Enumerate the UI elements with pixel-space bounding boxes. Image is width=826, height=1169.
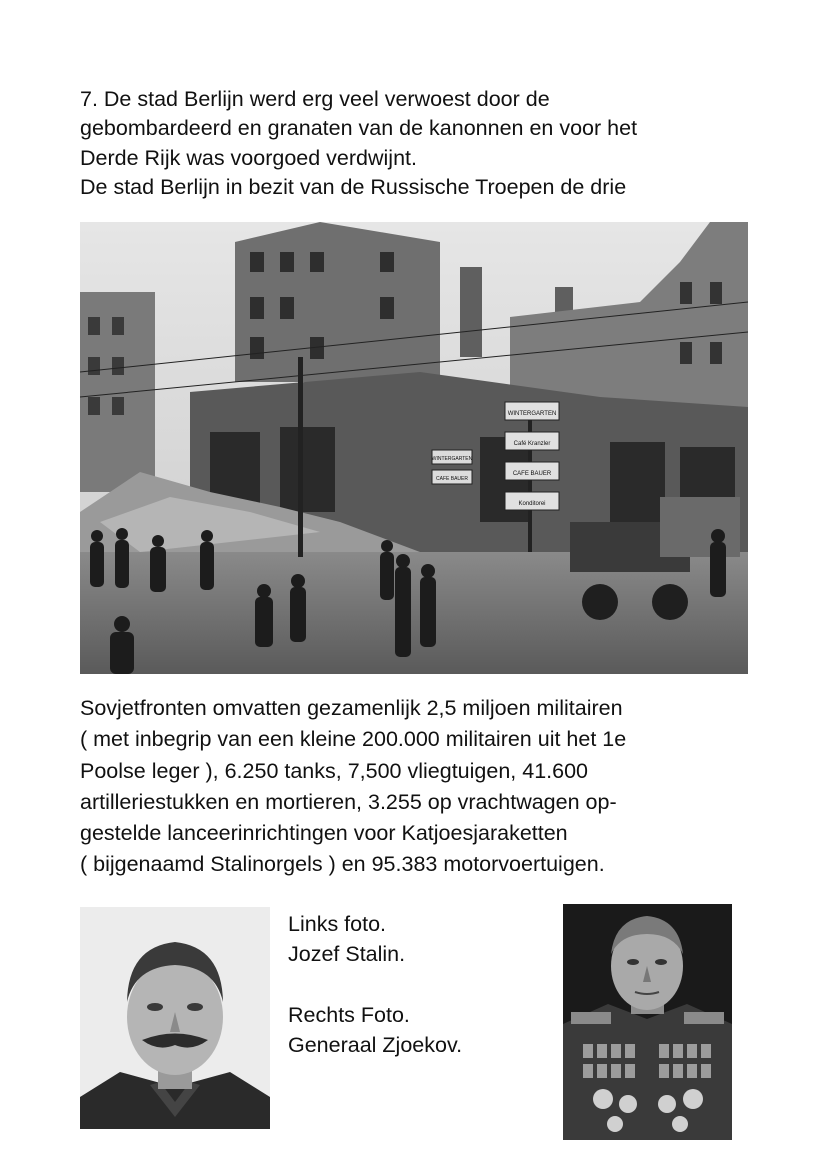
intro-line: 7. De stad Berlijn werd erg veel verwoest door de (80, 87, 550, 111)
body-line: Sovjetfronten omvatten gezamenlijk 2,5 miljoen militairen (80, 696, 623, 720)
zhukov-portrait (563, 904, 732, 1140)
sign-label: Konditorei (518, 501, 546, 507)
caption-left-name: Jozef Stalin. (288, 942, 406, 966)
caption-right-label: Rechts Foto. (288, 1003, 410, 1027)
sign-label: CAFE BAUER (436, 476, 468, 482)
body-line: ( bijgenaamd Stalinorgels ) en 95.383 motorvoertuigen. (80, 852, 605, 876)
sign-label: Café Kranzler (513, 441, 551, 447)
sign-label: CAFE BAUER (512, 471, 552, 477)
body-line: Poolse leger ), 6.250 tanks, 7,500 vliegtuigen, 41.600 (80, 759, 588, 783)
intro-line: De stad Berlijn in bezit van de Russische Troepen de drie (80, 175, 627, 199)
berlin-ruins-photo (80, 222, 748, 674)
stalin-portrait (80, 907, 270, 1129)
caption-right-name: Generaal Zjoekov. (288, 1033, 463, 1057)
body-line: gestelde lanceerinrichtingen voor Katjoesjaraketten (80, 821, 568, 845)
sign-label: WINTERGARTEN (431, 456, 473, 462)
caption-left-label: Links foto. (288, 912, 386, 936)
intro-line: gebombardeerd en granaten van de kanonnen en voor het (80, 116, 638, 140)
intro-line: Derde Rijk was voorgoed verdwijnt. (80, 146, 417, 170)
sign-label: WINTERGARTEN (507, 411, 557, 417)
body-line: ( met inbegrip van een kleine 200.000 militairen uit het 1e (80, 727, 627, 751)
body-line: artilleriestukken en mortieren, 3.255 op vrachtwagen op- (80, 790, 617, 814)
